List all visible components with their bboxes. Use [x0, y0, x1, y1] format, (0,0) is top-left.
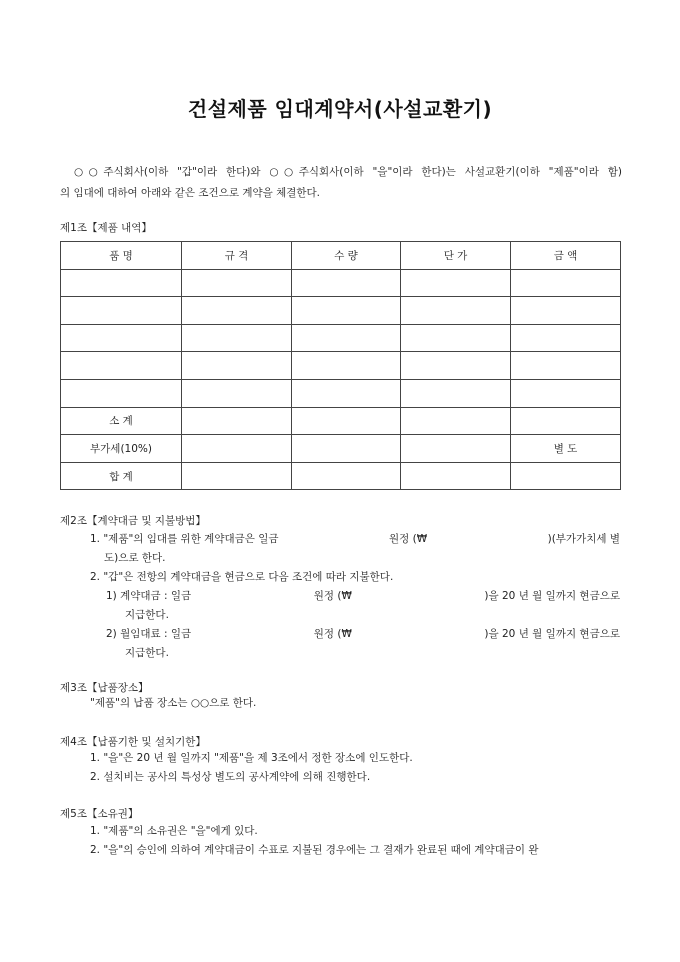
table-cell: [292, 297, 401, 325]
article1-heading: 제1조【제품 내역】: [60, 222, 152, 234]
intro-line-2: 의 임대에 대하여 아래와 같은 조건으로 계약을 체결한다.: [60, 187, 320, 199]
article3-heading: 제3조【납품장소】: [60, 682, 149, 694]
table-cell: [511, 407, 621, 435]
article2-sub2-won: 원정 (₩: [313, 628, 352, 640]
article2-sub1-label: 1) 계약대금 : 일금: [106, 590, 192, 602]
intro-line-1: ○○주식회사(이하 "갑"이라 한다)와 ○○주식회사(이하 "을"이라 한다)는 사설교환기(이하 "제품"이라 함): [74, 166, 622, 178]
article5-heading: 제5조【소유권】: [60, 808, 139, 820]
table-cell: [182, 379, 292, 407]
table-cell: [511, 379, 621, 407]
article4-item1: 1. "을"은 20 년 월 일까지 "제품"을 제 3조에서 정한 장소에 인도한다.: [90, 752, 413, 764]
document-title: 건설제품 임대계약서(사설교환기): [187, 97, 493, 121]
article2-sub2: [60, 625, 622, 644]
article5-body: [60, 822, 622, 860]
table-row: [61, 379, 621, 407]
article5-item1: 1. "제품"의 소유권은 "을"에게 있다.: [90, 825, 258, 837]
column-header: 규 격: [182, 242, 292, 270]
table-cell: [511, 269, 621, 297]
table-cell: 별 도: [511, 435, 621, 463]
table-cell: [401, 407, 511, 435]
column-header: 단 가: [401, 242, 511, 270]
table-row: [61, 407, 621, 435]
table-cell: [401, 324, 511, 352]
article2-sub1-cont: 지급한다.: [125, 609, 169, 621]
table-row: [61, 324, 621, 352]
table-cell: [292, 379, 401, 407]
table-row: [61, 352, 621, 380]
table-row: [61, 435, 621, 463]
article2-sub1-date: )을 20 년 월 일까지 현금으로: [484, 590, 620, 602]
column-header: 수 량: [292, 242, 401, 270]
article2-sub1-won: 원정 (₩: [313, 590, 352, 602]
table-cell: [292, 324, 401, 352]
table-cell: [292, 435, 401, 463]
table-cell: [182, 324, 292, 352]
article2-item1-won: 원정 (₩: [389, 533, 428, 545]
table-row: [61, 297, 621, 325]
article2-sub1: [60, 587, 622, 606]
article2-item2: 2. "갑"은 전항의 계약대금을 현금으로 다음 조건에 따라 지불한다.: [90, 571, 394, 583]
table-cell: [511, 352, 621, 380]
table-cell: [401, 269, 511, 297]
table-header-row: [61, 242, 621, 270]
table-cell: [511, 297, 621, 325]
table-row: [61, 462, 621, 490]
table-row: [61, 269, 621, 297]
table-cell: 부가세(10%): [61, 435, 182, 463]
table-cell: [182, 462, 292, 490]
article5-item2: 2. "을"의 승인에 의하여 계약대금이 수표로 지불된 경우에는 그 결재가 완료된 때에 계약대금이 완: [90, 844, 539, 856]
article2-sub2-date: )을 20 년 월 일까지 현금으로: [484, 628, 620, 640]
table-cell: [292, 269, 401, 297]
article2-sub2-cont: 지급한다.: [125, 647, 169, 659]
article3-body: [60, 694, 622, 713]
table-cell: [401, 462, 511, 490]
product-table: [60, 241, 621, 490]
table-cell: 소 계: [61, 407, 182, 435]
table-cell: [61, 269, 182, 297]
article2-item1: [60, 530, 622, 549]
table-cell: [61, 324, 182, 352]
article3-text: "제품"의 납품 장소는 ○○으로 한다.: [90, 697, 257, 709]
table-cell: [61, 297, 182, 325]
table-cell: [401, 435, 511, 463]
table-cell: [292, 462, 401, 490]
table-cell: [182, 435, 292, 463]
article2-body: [60, 530, 622, 663]
table-cell: 합 계: [61, 462, 182, 490]
table-cell: [61, 352, 182, 380]
intro-paragraph: [60, 162, 622, 204]
table-cell: [61, 379, 182, 407]
article2-item1-vat: )(부가가치세 별: [547, 533, 620, 545]
column-header: 금 액: [511, 242, 621, 270]
table-cell: [182, 352, 292, 380]
article2-item1-text: 1. "제품"의 임대를 위한 계약대금은 일금: [90, 533, 279, 545]
table-cell: [182, 407, 292, 435]
article2-sub2-label: 2) 월임대료 : 일금: [106, 628, 192, 640]
table-cell: [401, 379, 511, 407]
table-cell: [292, 407, 401, 435]
article2-heading: 제2조【계약대금 및 지불방법】: [60, 515, 206, 527]
table-cell: [401, 352, 511, 380]
table-cell: [182, 269, 292, 297]
table-cell: [511, 462, 621, 490]
table-cell: [511, 324, 621, 352]
column-header: 품 명: [61, 242, 182, 270]
table-cell: [182, 297, 292, 325]
article4-heading: 제4조【납품기한 및 설치기한】: [60, 736, 206, 748]
article4-body: [60, 749, 622, 787]
article2-item1-cont: 도)으로 한다.: [104, 552, 166, 564]
table-cell: [401, 297, 511, 325]
table-cell: [292, 352, 401, 380]
article4-item2: 2. 설치비는 공사의 특성상 별도의 공사계약에 의해 진행한다.: [90, 771, 371, 783]
